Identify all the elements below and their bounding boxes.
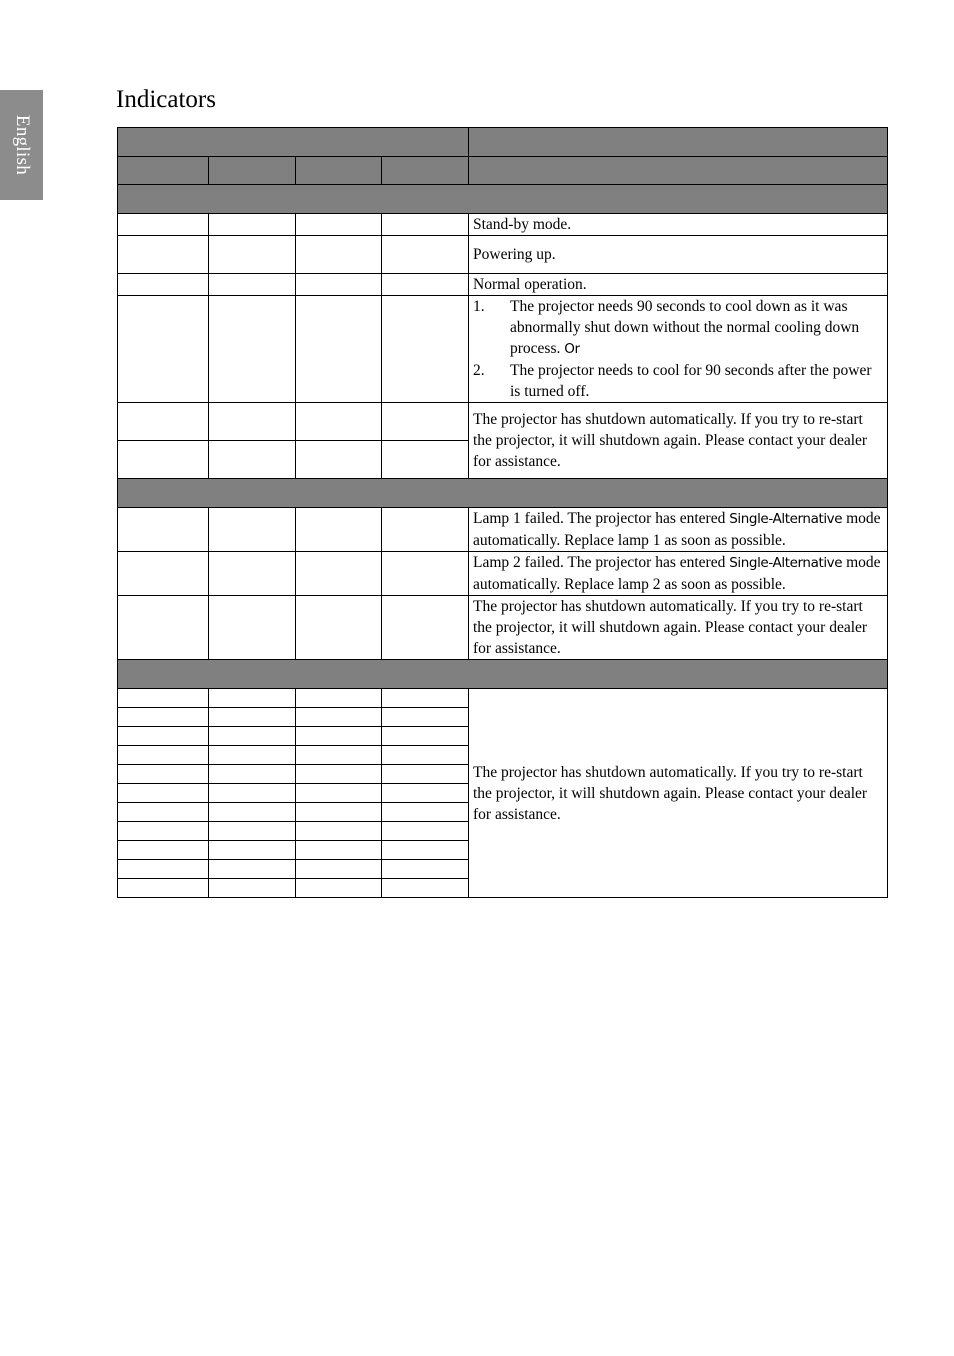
led-cell <box>118 441 209 479</box>
led-cell <box>118 879 209 898</box>
led-cell <box>118 746 209 765</box>
table-row <box>118 552 888 596</box>
message-text: mode automatically. Replace lamp 2 as soon as possible. <box>473 554 881 593</box>
led-cell <box>296 689 382 708</box>
status-message: The projector has shutdown automatically. If you try to re-start the projector, it will shutdown again. Please contact your dealer for assistance. <box>469 689 888 898</box>
led-cell <box>118 236 209 274</box>
led-cell <box>296 860 382 879</box>
led-cell <box>209 296 296 403</box>
led-cell <box>296 708 382 727</box>
led-cell <box>209 746 296 765</box>
led-cell <box>296 274 382 296</box>
table-header-row <box>118 128 888 157</box>
subheader-cell <box>209 157 296 185</box>
led-cell <box>382 746 469 765</box>
subheader-cell <box>118 157 209 185</box>
list-keyword: Or <box>564 341 580 357</box>
led-cell <box>296 214 382 236</box>
status-message: Powering up. <box>469 236 888 274</box>
led-cell <box>382 879 469 898</box>
led-cell <box>296 784 382 803</box>
led-cell <box>118 708 209 727</box>
led-cell <box>382 508 469 552</box>
led-cell <box>296 841 382 860</box>
led-cell <box>296 552 382 596</box>
table-row <box>118 403 888 441</box>
table-row <box>118 296 888 403</box>
led-cell <box>296 746 382 765</box>
led-cell <box>382 403 469 441</box>
led-cell <box>382 860 469 879</box>
table-row <box>118 508 888 552</box>
led-cell <box>209 508 296 552</box>
led-cell <box>209 552 296 596</box>
led-cell <box>209 214 296 236</box>
led-cell <box>382 784 469 803</box>
mode-keyword: Single-Alternative <box>729 555 843 571</box>
led-cell <box>209 860 296 879</box>
language-tab <box>0 90 43 200</box>
led-cell <box>209 841 296 860</box>
message-text: mode automatically. Replace lamp 1 as soon as possible. <box>473 510 881 549</box>
led-cell <box>209 822 296 841</box>
list-text: The projector needs 90 seconds to cool down as it was abnormally shut down without the normal cooling down process. <box>510 298 860 357</box>
led-cell <box>296 822 382 841</box>
list-number: 2. <box>473 362 485 379</box>
led-cell <box>118 860 209 879</box>
status-message: The projector has shutdown automatically. If you try to re-start the projector, it will shutdown again. Please contact your dealer for assistance. <box>469 596 888 660</box>
table-subheader-row <box>118 157 888 185</box>
led-cell <box>209 708 296 727</box>
list-item <box>473 296 883 360</box>
led-cell <box>296 296 382 403</box>
led-cell <box>209 727 296 746</box>
led-cell <box>118 841 209 860</box>
table-row <box>118 689 888 708</box>
led-cell <box>118 274 209 296</box>
section-heading-row <box>118 185 888 214</box>
led-cell <box>296 803 382 822</box>
led-cell <box>118 403 209 441</box>
led-cell <box>209 596 296 660</box>
table-row <box>118 214 888 236</box>
led-cell <box>382 214 469 236</box>
led-cell <box>296 508 382 552</box>
led-cell <box>382 296 469 403</box>
led-cell <box>209 784 296 803</box>
led-cell <box>118 552 209 596</box>
led-cell <box>382 274 469 296</box>
list-number: 1. <box>473 298 485 315</box>
led-cell <box>118 784 209 803</box>
cooling-list <box>473 296 883 402</box>
status-message <box>469 296 888 403</box>
led-cell <box>296 441 382 479</box>
subheader-cell <box>469 157 888 185</box>
led-cell <box>209 803 296 822</box>
section-heading <box>118 479 888 508</box>
language-tab-label: English <box>11 114 33 176</box>
list-item <box>473 360 883 402</box>
led-cell <box>382 596 469 660</box>
led-cell <box>382 822 469 841</box>
led-cell <box>209 689 296 708</box>
led-cell <box>118 689 209 708</box>
status-message <box>469 552 888 596</box>
led-cell <box>118 765 209 784</box>
subheader-cell <box>382 157 469 185</box>
led-cell <box>118 727 209 746</box>
led-cell <box>382 552 469 596</box>
mode-keyword: Single-Alternative <box>729 511 843 527</box>
led-cell <box>209 765 296 784</box>
led-cell <box>296 765 382 784</box>
header-cell-leds <box>118 128 469 157</box>
led-cell <box>296 236 382 274</box>
led-cell <box>209 879 296 898</box>
subheader-cell <box>296 157 382 185</box>
status-message: Normal operation. <box>469 274 888 296</box>
status-message: The projector has shutdown automatically. If you try to re-start the projector, it will shutdown again. Please contact your dealer for assistance. <box>469 403 888 479</box>
led-cell <box>382 765 469 784</box>
led-cell <box>118 803 209 822</box>
section-heading <box>118 185 888 214</box>
table-row <box>118 596 888 660</box>
page-title: Indicators <box>116 86 216 113</box>
led-cell <box>118 822 209 841</box>
list-text: The projector needs to cool for 90 seconds after the power is turned off. <box>510 362 872 400</box>
led-cell <box>209 441 296 479</box>
led-cell <box>382 236 469 274</box>
section-heading-row <box>118 479 888 508</box>
message-text: Lamp 2 failed. The projector has entered <box>473 554 726 571</box>
led-cell <box>296 727 382 746</box>
led-cell <box>296 403 382 441</box>
section-heading-row <box>118 660 888 689</box>
led-cell <box>209 403 296 441</box>
led-cell <box>382 708 469 727</box>
led-cell <box>296 596 382 660</box>
led-cell <box>382 689 469 708</box>
led-cell <box>382 841 469 860</box>
led-cell <box>209 236 296 274</box>
status-message <box>469 508 888 552</box>
table-row <box>118 236 888 274</box>
led-cell <box>209 274 296 296</box>
section-heading <box>118 660 888 689</box>
led-cell <box>296 879 382 898</box>
led-cell <box>382 727 469 746</box>
led-cell <box>382 441 469 479</box>
led-cell <box>118 596 209 660</box>
led-cell <box>118 214 209 236</box>
table-row <box>118 274 888 296</box>
message-text: Lamp 1 failed. The projector has entered <box>473 510 726 527</box>
led-cell <box>382 803 469 822</box>
status-message: Stand-by mode. <box>469 214 888 236</box>
header-cell-status <box>469 128 888 157</box>
led-cell <box>118 508 209 552</box>
led-cell <box>118 296 209 403</box>
indicator-table <box>117 127 888 898</box>
